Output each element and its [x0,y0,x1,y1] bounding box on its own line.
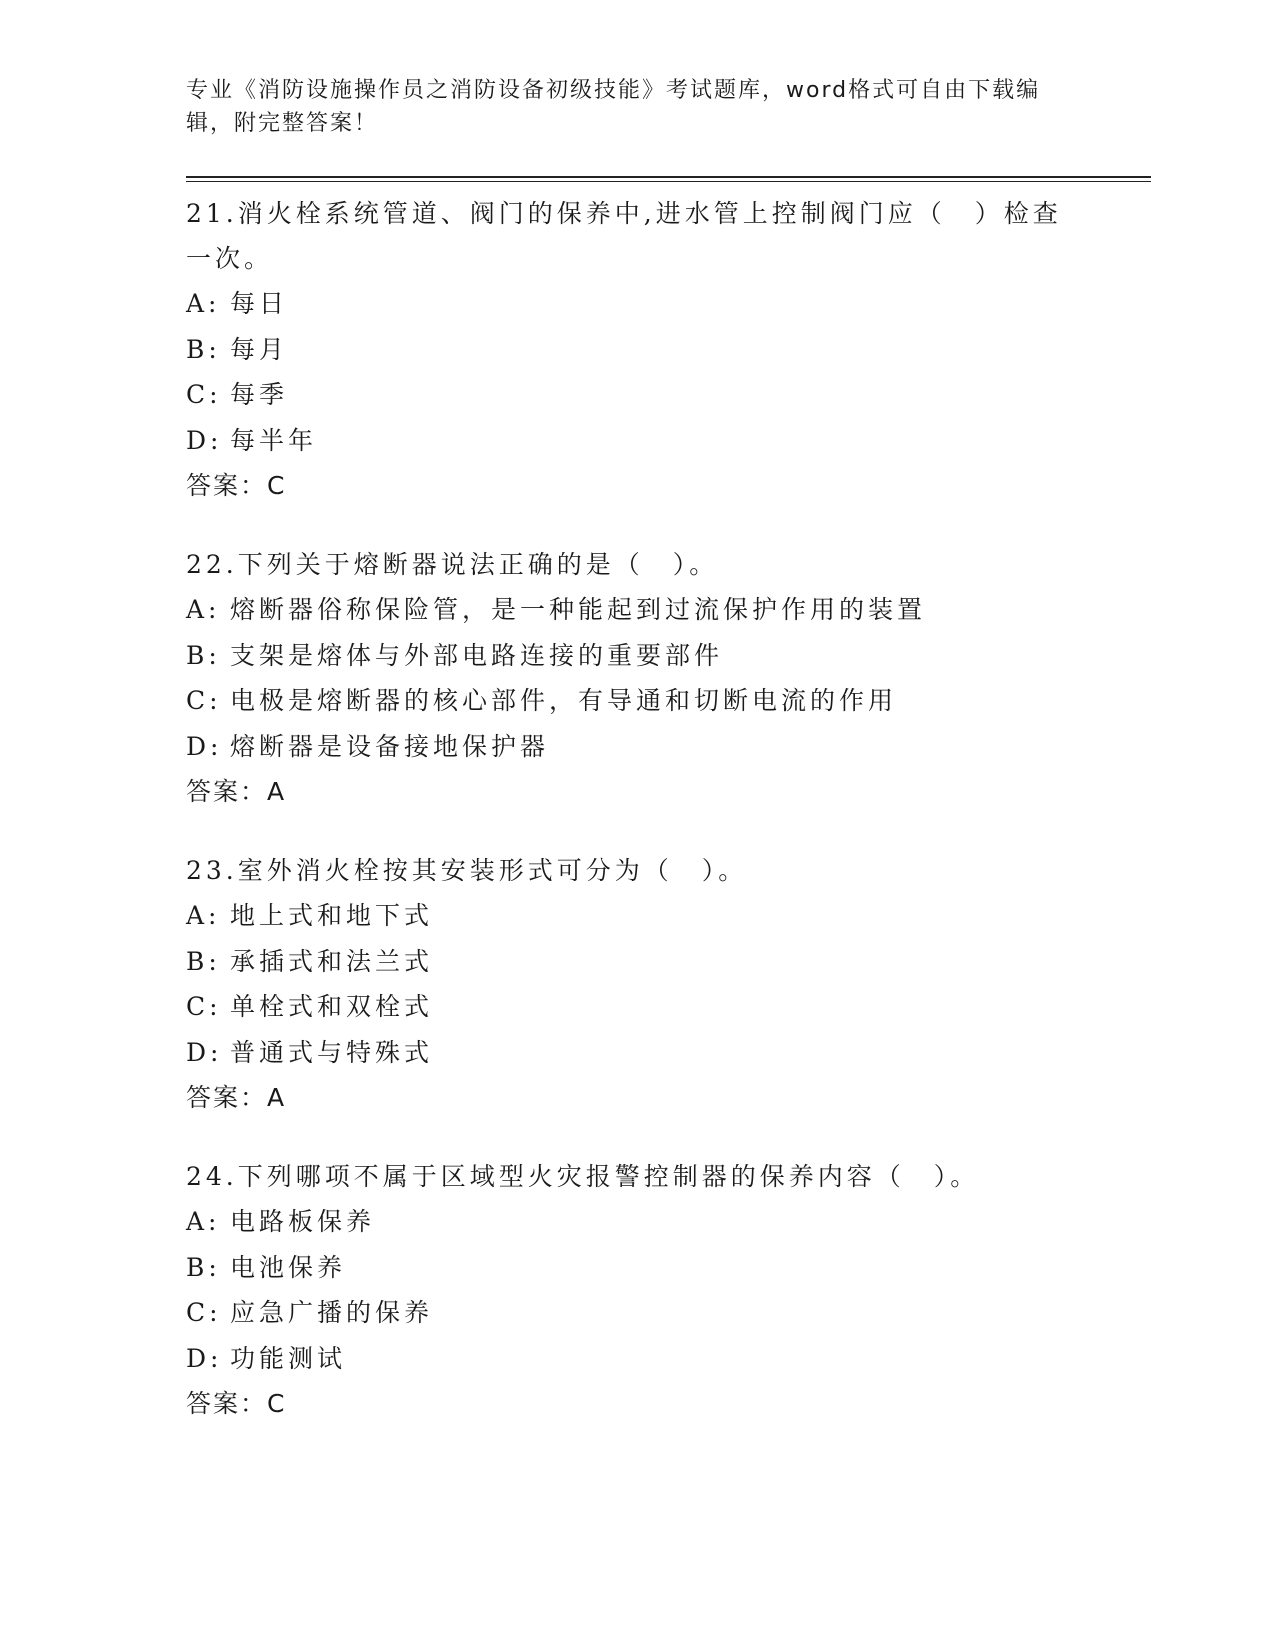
option-a [186,281,1066,327]
option-label: C: [186,1298,222,1327]
option-c [186,1290,1066,1336]
option-c [186,372,1066,418]
question-stem: 24.下列哪项不属于区域型火灾报警控制器的保养内容（ ）。 [186,1162,980,1191]
option-text: 支架是熔体与外部电路连接的重要部件 [230,640,724,670]
question-list [186,191,1066,1460]
option-text: 应急广播的保养 [230,1298,434,1327]
option-label: D: [186,1343,223,1373]
option-label: A: [186,595,221,624]
option-d [186,724,1066,770]
option-label: B: [186,334,221,364]
option-d [186,418,1066,464]
option-text: 每月 [230,334,289,364]
option-text: 电路板保养 [230,1207,376,1236]
header-divider-thin [186,181,1151,182]
option-text: 功能测试 [230,1343,347,1373]
option-text: 熔断器俗称保险管，是一种能起到过流保护作用的装置 [230,595,927,624]
option-d [186,1336,1066,1382]
option-text: 承插式和法兰式 [230,946,434,976]
answer-line: 答案：A [186,777,287,806]
option-text: 单栓式和双栓式 [230,992,434,1021]
header-divider-thick [186,176,1151,178]
option-text: 地上式和地下式 [230,901,434,930]
option-label: B: [186,1252,221,1282]
option-text: 普通式与特殊式 [230,1037,434,1067]
option-label: A: [186,1207,221,1236]
option-text: 熔断器是设备接地保护器 [230,731,550,761]
option-text: 每日 [230,289,289,318]
option-label: B: [186,946,221,976]
option-text: 每半年 [230,425,318,455]
option-label: A: [186,901,221,930]
option-c [186,984,1066,1030]
option-b [186,1245,1066,1291]
option-a [186,1199,1066,1245]
question-24 [186,1154,1066,1426]
document-header: 专业《消防设施操作员之消防设备初级技能》考试题库，word格式可自由下载编辑，附完整答案！ [186,78,1041,136]
option-text: 每季 [230,380,289,409]
option-b [186,633,1066,679]
option-text: 电池保养 [230,1252,347,1282]
option-b [186,327,1066,373]
answer-line: 答案：C [186,471,287,500]
question-23 [186,848,1066,1120]
option-a [186,893,1066,939]
question-22 [186,542,1066,814]
option-label: C: [186,686,222,715]
option-c [186,678,1066,724]
option-label: C: [186,380,222,409]
question-stem: 23.室外消火栓按其安装形式可分为（ ）。 [186,856,748,885]
option-label: D: [186,425,223,455]
option-label: C: [186,992,222,1021]
option-b [186,939,1066,985]
option-label: B: [186,640,221,670]
option-a [186,587,1066,633]
option-label: D: [186,731,223,761]
question-stem: 21.消火栓系统管道、阀门的保养中,进水管上控制阀门应（ ）检查一次。 [186,199,1062,273]
question-21 [186,191,1066,508]
question-stem: 22.下列关于熔断器说法正确的是（ ）。 [186,550,719,579]
option-text: 电极是熔断器的核心部件，有导通和切断电流的作用 [230,686,898,715]
option-d [186,1030,1066,1076]
option-label: D: [186,1037,223,1067]
option-label: A: [186,289,221,318]
answer-line: 答案：A [186,1083,287,1112]
answer-line: 答案：C [186,1389,287,1418]
